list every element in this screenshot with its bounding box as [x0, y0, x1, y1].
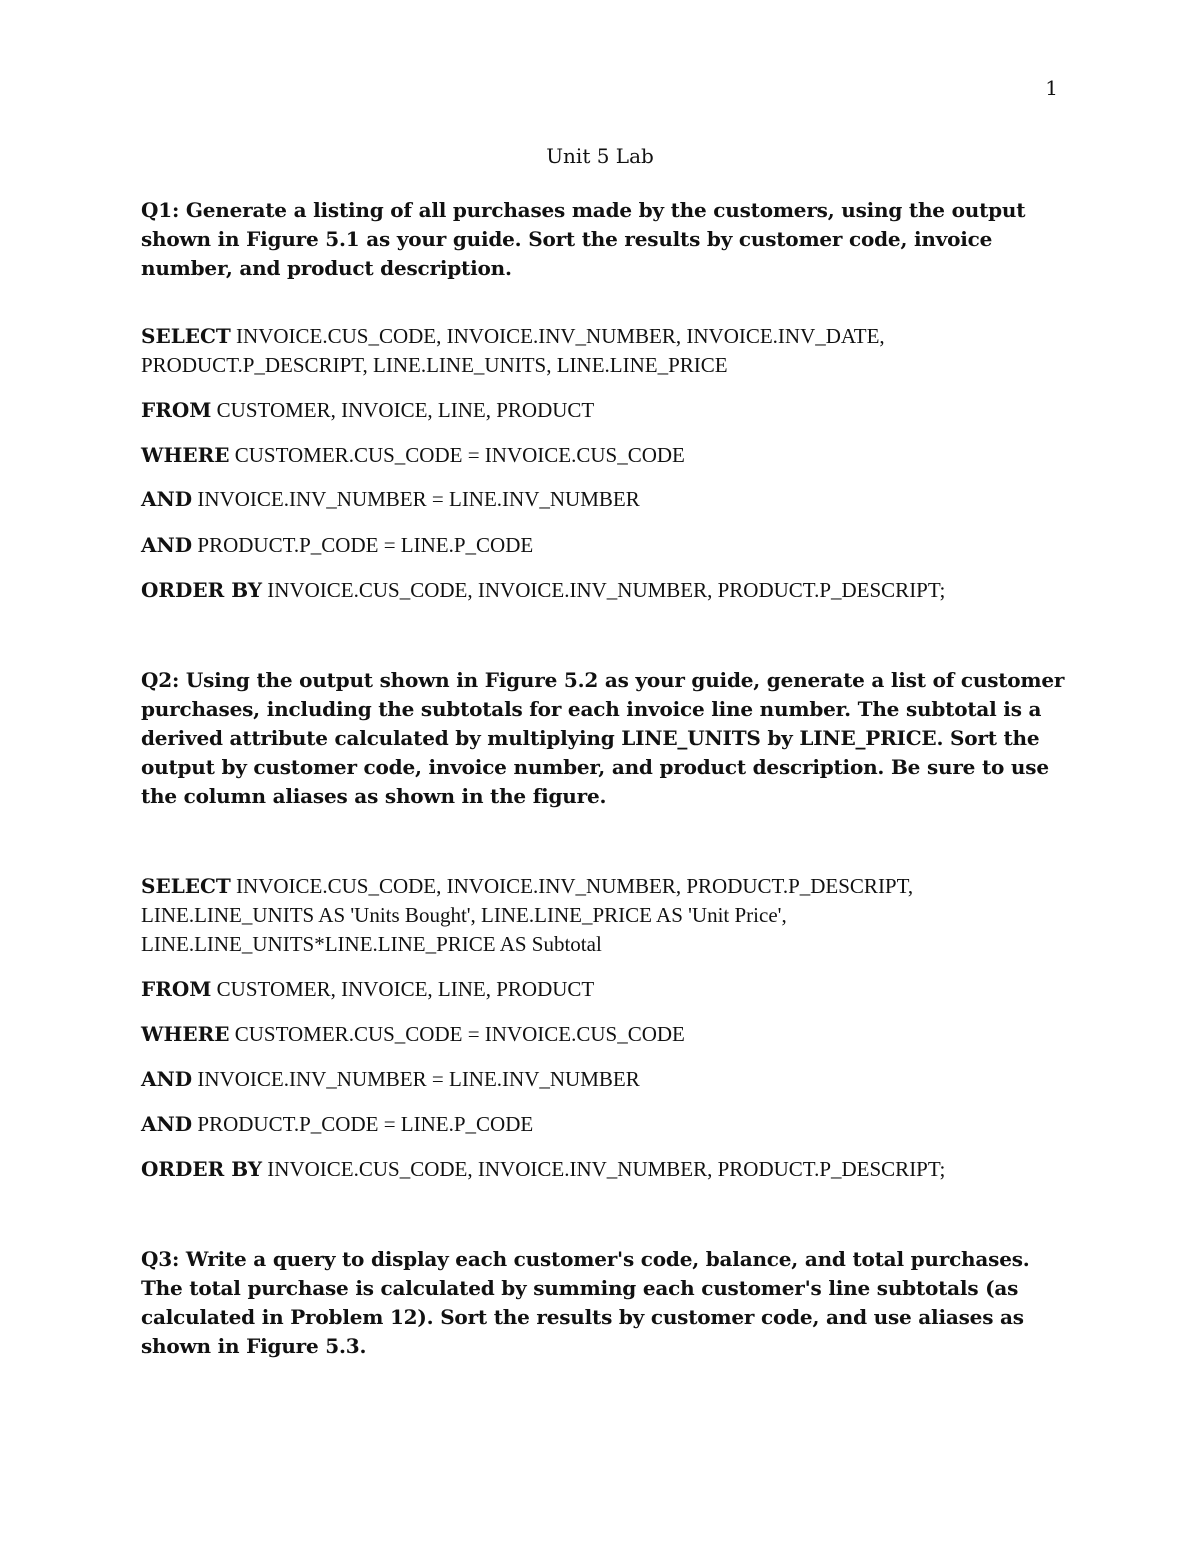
sql-body: CUSTOMER.CUS_CODE = INVOICE.CUS_CODE [234, 1022, 685, 1046]
q1-from-clause [141, 396, 1081, 425]
q1-and-clause-2 [141, 531, 1081, 560]
sql-keyword: FROM [141, 977, 212, 1001]
question-2-prompt: Q2: Using the output shown in Figure 5.2 as your guide, generate a list of customer purchases, including the subtotals for each invoice line number. The subtotal is a derived attribute calculated by multiplying LINE_UNITS by LINE_PRICE. Sort the output by customer code, invoice number, and product description. Be sure to use the column aliases as shown in the figure. [141, 668, 1065, 808]
sql-body: CUSTOMER, INVOICE, LINE, PRODUCT [216, 398, 595, 422]
sql-keyword: AND [141, 1067, 193, 1091]
sql-keyword: AND [141, 1112, 193, 1136]
q2-from-clause [141, 975, 1081, 1004]
q2-select-clause-line-3: LINE.LINE_UNITS*LINE.LINE_PRICE AS Subtotal [141, 932, 602, 956]
sql-body: CUSTOMER, INVOICE, LINE, PRODUCT [216, 977, 595, 1001]
sql-keyword: AND [141, 533, 193, 557]
sql-body: INVOICE.CUS_CODE, INVOICE.INV_NUMBER, PRODUCT.P_DESCRIPT, [236, 874, 914, 898]
sql-body: PRODUCT.P_CODE = LINE.P_CODE [197, 533, 534, 557]
q1-and-clause-1 [141, 485, 1081, 514]
sql-keyword: SELECT [141, 324, 231, 348]
q2-select-clause-line-1 [141, 872, 1081, 901]
sql-body: INVOICE.CUS_CODE, INVOICE.INV_NUMBER, PRODUCT.P_DESCRIPT; [267, 578, 946, 602]
sql-body: INVOICE.CUS_CODE, INVOICE.INV_NUMBER, INVOICE.INV_DATE, PRODUCT.P_DESCRIPT, LINE.LINE_UNITS, LINE.LINE_PRICE [141, 324, 885, 377]
q2-and-clause-1 [141, 1065, 1081, 1094]
document-title: Unit 5 Lab [546, 144, 654, 168]
q2-select-clause-line-2: LINE.LINE_UNITS AS 'Units Bought', LINE.LINE_PRICE AS 'Unit Price', [141, 903, 787, 927]
sql-keyword: FROM [141, 398, 212, 422]
sql-keyword: WHERE [141, 1022, 230, 1046]
sql-body: PRODUCT.P_CODE = LINE.P_CODE [197, 1112, 534, 1136]
q1-where-clause [141, 441, 1081, 470]
sql-keyword: ORDER BY [141, 1157, 263, 1181]
sql-keyword: SELECT [141, 874, 231, 898]
sql-body: INVOICE.INV_NUMBER = LINE.INV_NUMBER [197, 487, 640, 511]
question-1-prompt: Q1: Generate a listing of all purchases made by the customers, using the output shown in Figure 5.1 as your guide. Sort the results by customer code, invoice number, and product description. [141, 198, 1026, 280]
sql-keyword: WHERE [141, 443, 230, 467]
page-number: 1 [1045, 76, 1058, 100]
q1-select-clause [141, 322, 1021, 380]
sql-body: INVOICE.CUS_CODE, INVOICE.INV_NUMBER, PRODUCT.P_DESCRIPT; [267, 1157, 946, 1181]
question-3-prompt: Q3: Write a query to display each customer's code, balance, and total purchases. The total purchase is calculated by summing each customer's line subtotals (as calculated in Problem 12). Sort the results by customer code, and use aliases as shown in Figure 5.3. [141, 1247, 1030, 1358]
q2-where-clause [141, 1020, 1081, 1049]
q2-and-clause-2 [141, 1110, 1081, 1139]
q1-order-by-clause [141, 576, 1081, 605]
sql-keyword: AND [141, 487, 193, 511]
sql-keyword: ORDER BY [141, 578, 263, 602]
sql-body: INVOICE.INV_NUMBER = LINE.INV_NUMBER [197, 1067, 640, 1091]
q2-order-by-clause [141, 1155, 1081, 1184]
sql-body: CUSTOMER.CUS_CODE = INVOICE.CUS_CODE [234, 443, 685, 467]
